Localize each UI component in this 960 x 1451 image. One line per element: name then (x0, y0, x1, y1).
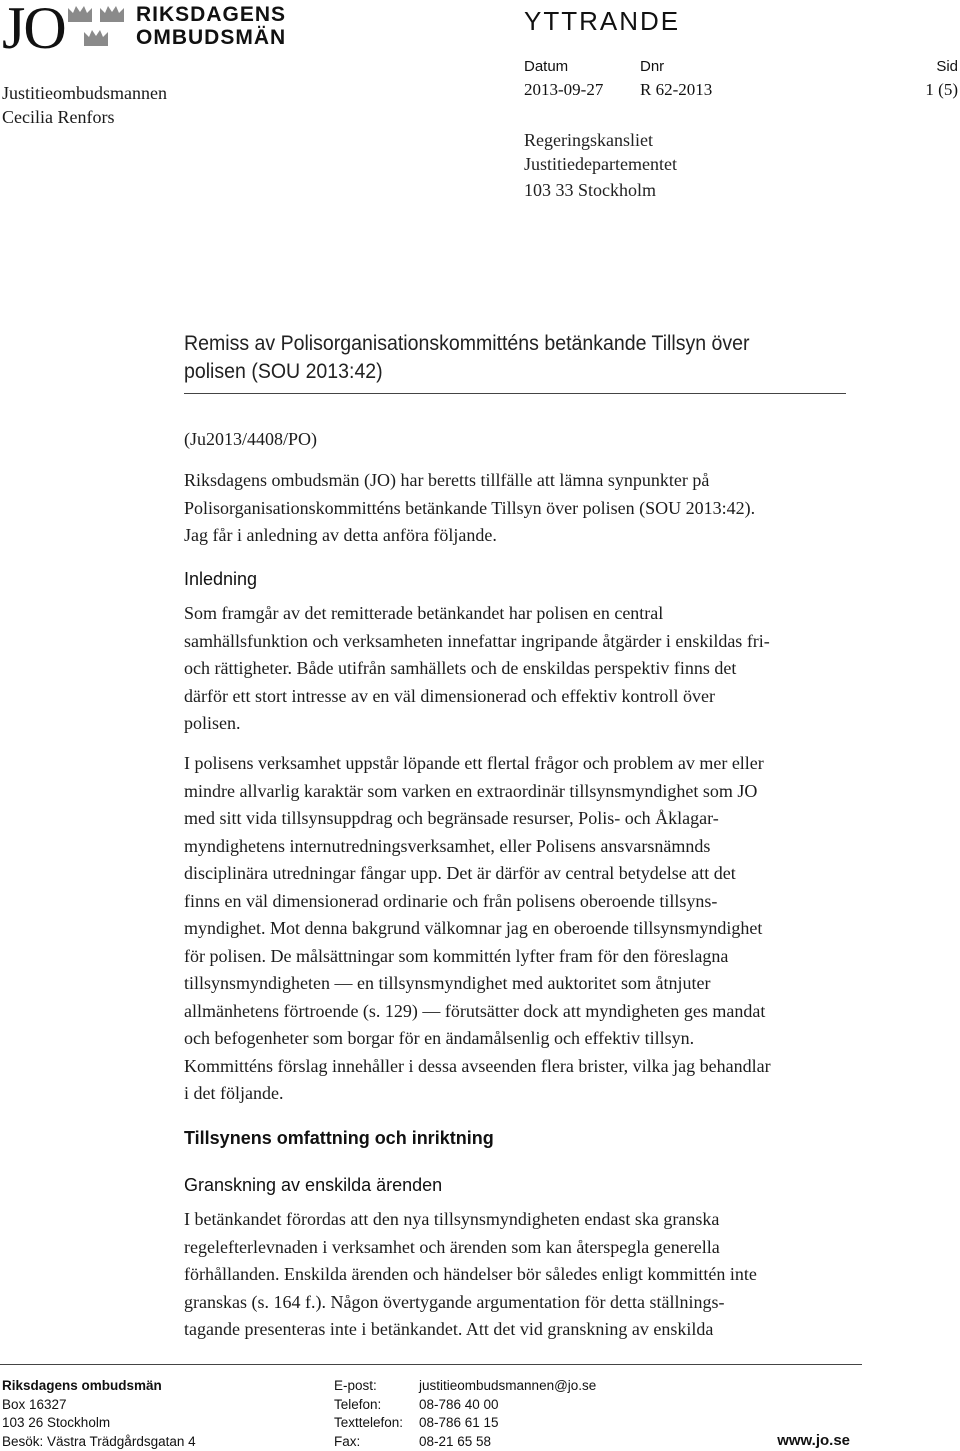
paragraph-line: förhållanden. Enskilda ärenden och händelser bör således enligt kommittén inte (184, 1264, 757, 1284)
paragraph-line: Kommitténs förslag innehåller i dessa avseenden flera brister, vilka jag behandlar (184, 1055, 771, 1076)
footer-box: Box 16327 (2, 1397, 67, 1412)
title-line1: Remiss av Polisorganisationskommitténs betänkande Tillsyn över (184, 332, 750, 355)
paragraph-line: Som framgår av det remitterade betänkandet har polisen en central (184, 603, 664, 623)
footer-website-link[interactable]: www.jo.se (777, 1432, 850, 1449)
paragraph-line: I betänkandet förordas att den nya tillsynsmyndigheten endast ska granska (184, 1209, 720, 1229)
intro-line: Polisorganisationskommitténs betänkande Tillsyn över polisen (SOU 2013:42). (184, 497, 756, 518)
paragraph-line: myndighetens internutredningsverksamhet, eller Polisens ansvarsnämnds (184, 835, 711, 856)
page-label: Sid (936, 58, 958, 75)
paragraph-line: mindre allvarlig karaktär som varken en extraordinär tillsynsmyndighet som JO (184, 780, 758, 801)
inledning-paragraph-2 (184, 750, 844, 1108)
intro-line: Riksdagens ombudsmän (JO) har beretts tillfälle att lämna synpunkter på (184, 470, 710, 490)
footer-visit-address: Besök: Västra Trädgårdsgatan 4 (2, 1434, 196, 1449)
three-crowns-icon (66, 4, 128, 50)
logo-name-line2: OMBUDSMÄN (136, 26, 287, 49)
paragraph-line: tagande presenteras inte i betänkandet. Att det vid granskning av enskilda (184, 1319, 714, 1339)
recipient-line2: Justitiedepartementet (524, 154, 677, 174)
intro-line: Jag får i anledning av detta anföra följande. (184, 525, 497, 545)
section-heading-inledning: Inledning (184, 569, 258, 589)
date-value: 2013-09-27 (524, 80, 604, 99)
recipient-line1: Regeringskansliet (524, 130, 653, 150)
title-divider (184, 393, 846, 394)
paragraph-line: myndighet. Mot denna bakgrund välkomnar jag en oberoende tillsynsmyndighet (184, 918, 763, 938)
paragraph-line: polisen. (184, 713, 241, 733)
paragraph-line: och befogenheter som borgar för en ändamålsenlig och effektiv tillsyn. (184, 1028, 695, 1048)
footer-postal: 103 26 Stockholm (2, 1415, 111, 1430)
recipient-line3: 103 33 Stockholm (524, 180, 657, 200)
inledning-paragraph-1 (184, 600, 844, 738)
footer-org: Riksdagens ombudsmän (2, 1378, 162, 1393)
footer-email-value[interactable]: justitieombudsmannen@jo.se (419, 1378, 597, 1393)
section-heading-tillsynens-omfattning: Tillsynens omfattning och inriktning (184, 1128, 494, 1148)
footer-textphone-value: 08-786 61 15 (419, 1415, 499, 1430)
logo-mark: JO (2, 0, 65, 61)
paragraph-line: tillsynsmyndigheten — en tillsynsmyndighet med auktoritet som åtnjuter (184, 973, 711, 993)
paragraph-line: allmänhetens förtroende (s. 129) — förutsätter dock att myndigheten ges mandat (184, 1000, 766, 1021)
jo-logo (0, 0, 300, 61)
document-type: YTTRANDE (524, 6, 681, 36)
subheading-granskning: Granskning av enskilda ärenden (184, 1175, 443, 1195)
paragraph-line: därför ett stort intresse av en väl dimensionerad och effektiv kontroll över (184, 685, 715, 706)
logo-name-line1: RIKSDAGENS (136, 3, 287, 26)
sender-name: Cecilia Renfors (2, 107, 115, 127)
dnr-value: R 62-2013 (640, 80, 713, 99)
paragraph-line: disciplinära utredningar fångar upp. Det är därför av central betydelse att det (184, 863, 736, 883)
footer-phone-value: 08-786 40 00 (419, 1397, 499, 1412)
paragraph-line: granskas (s. 164 f.). Någon övertygande argumentation för detta ställnings- (184, 1291, 725, 1312)
paragraph-line: regelefterlevnaden i verksamhet och ärenden som kan återspegla generella (184, 1236, 720, 1257)
footer-divider (0, 1364, 862, 1365)
footer-fax-label: Fax: (334, 1434, 361, 1449)
paragraph-line: I polisens verksamhet uppstår löpande ett flertal frågor och problem av mer eller (184, 753, 764, 773)
intro-paragraph (184, 467, 844, 550)
title-line2: polisen (SOU 2013:42) (184, 360, 383, 383)
footer-fax-value: 08-21 65 58 (419, 1434, 492, 1449)
reference-number: (Ju2013/4408/PO) (184, 429, 318, 449)
footer-email-label: E-post: (334, 1378, 377, 1393)
footer-textphone-label: Texttelefon: (334, 1415, 404, 1430)
dnr-label: Dnr (640, 58, 665, 75)
sender-role: Justitieombudsmannen (2, 83, 167, 103)
date-label: Datum (524, 58, 569, 75)
granskning-paragraph (184, 1206, 844, 1344)
paragraph-line: och rättigheter. Både utifrån samhällets och de enskildas perspektiv finns det (184, 658, 737, 678)
paragraph-line: i det följande. (184, 1083, 284, 1103)
paragraph-line: för polisen. De målsättningar som kommittén lyfter fram för den föreslagna (184, 945, 729, 966)
paragraph-line: finns en väl dimensionerad ordinarie och från polisens oberoende tillsyns- (184, 890, 718, 911)
footer-phone-label: Telefon: (334, 1397, 382, 1412)
page-value: 1 (5) (925, 80, 958, 99)
paragraph-line: samhällsfunktion och verksamheten innefattar ingripande åtgärder i enskildas fri- (184, 630, 770, 651)
document-title (184, 330, 816, 386)
paragraph-line: med sitt vida tillsynsuppdrag och begränsade resurser, Polis- och Åklagar- (184, 808, 719, 828)
